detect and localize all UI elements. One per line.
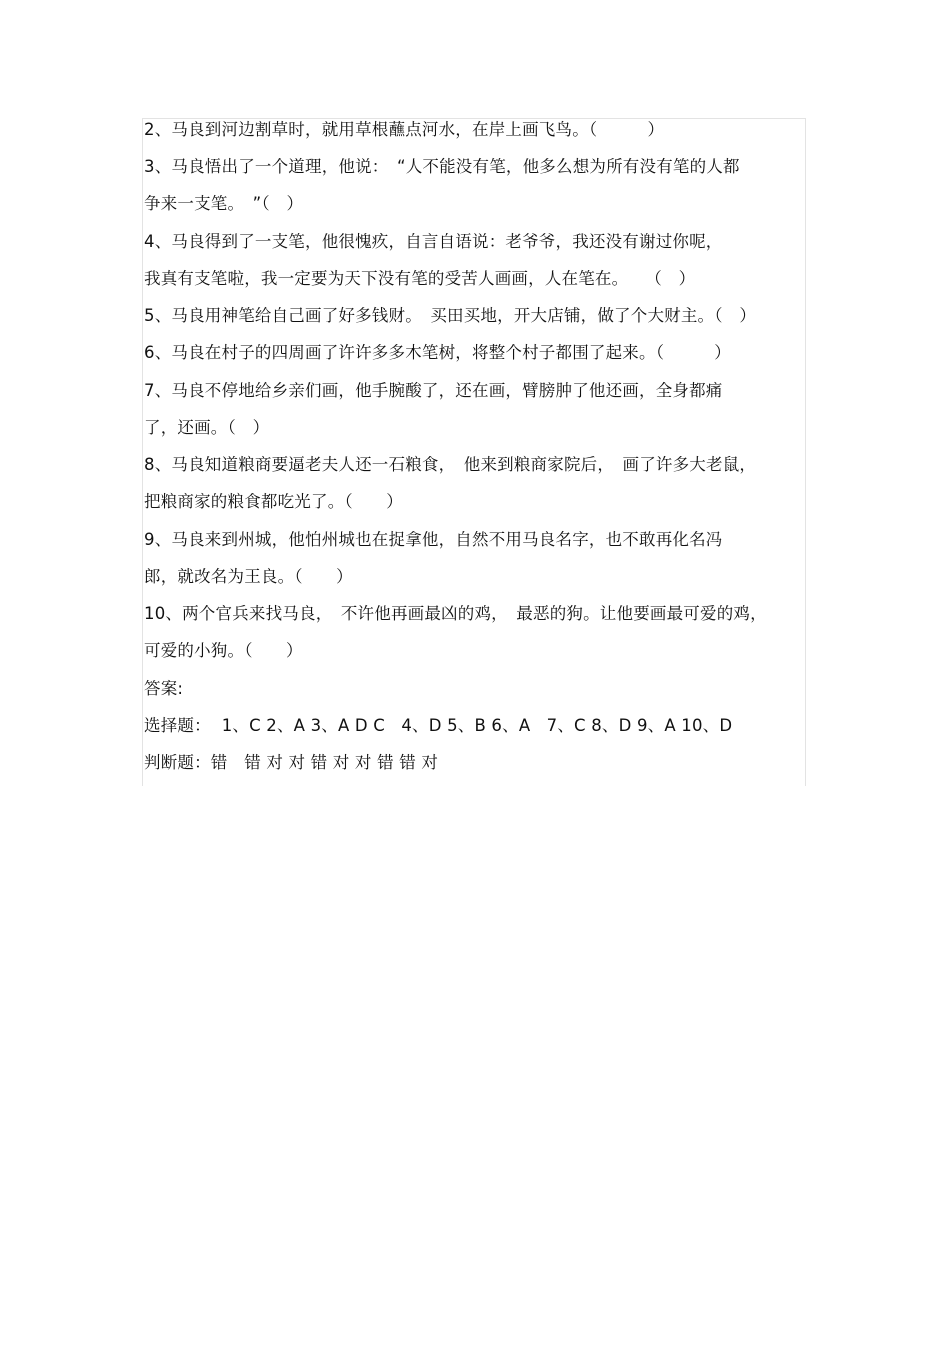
question-4-line-2: 我真有支笔啦，我一定要为天下没有笔的受苦人画画，人在笔在。 （ ） [144,269,696,288]
question-7-line-2: 了，还画。（ ） [144,418,270,437]
question-7-line-1: 7、马良不停地给乡亲们画，他手腕酸了，还在画，臂膀肿了他还画，全身都痛 [144,381,723,400]
question-4-line-1: 4、马良得到了一支笔，他很愧疚，自言自语说：老爷爷，我还没有谢过你呢， [144,232,723,251]
question-10-line-1: 10、两个官兵来找马良， 不许他再画最凶的鸡， 最恶的狗。让他要画最可爱的鸡， [144,604,767,623]
answer-judgement: 判断题：错 错 对 对 错 对 对 错 错 对 [144,753,439,772]
answer-choice: 选择题： 1、C 2、A 3、A D C 4、D 5、B 6、A 7、C 8、D 9、A 10、D [144,716,733,735]
question-10-line-2: 可爱的小狗。（ ） [144,641,303,660]
question-9-line-1: 9、马良来到州城，他怕州城也在捉拿他，自然不用马良名字，也不敢再化名冯 [144,530,723,549]
question-8-line-2: 把粮商家的粮食都吃光了。（ ） [144,492,403,511]
answer-heading: 答案: [144,679,184,698]
question-3-line-2: 争来一支笔。 ”（ ） [144,194,304,213]
question-6: 6、马良在村子的四周画了许许多多木笔树，将整个村子都围了起来。（ ） [144,343,731,362]
question-3-line-1: 3、马良悟出了一个道理，他说： “人不能没有笔，他多么想为所有没有笔的人都 [144,157,740,176]
question-5: 5、马良用神笔给自己画了好多钱财。 买田买地，开大店铺，做了个大财主。（ ） [144,306,757,325]
question-8-line-1: 8、马良知道粮商要逼老夫人还一石粮食， 他来到粮商家院后， 画了许多大老鼠， [144,455,757,474]
question-9-line-2: 郎，就改名为王良。（ ） [144,567,353,586]
question-2: 2、马良到河边割草时，就用草根蘸点河水，在岸上画飞鸟。（ ） [144,120,665,139]
document-frame [142,118,806,786]
